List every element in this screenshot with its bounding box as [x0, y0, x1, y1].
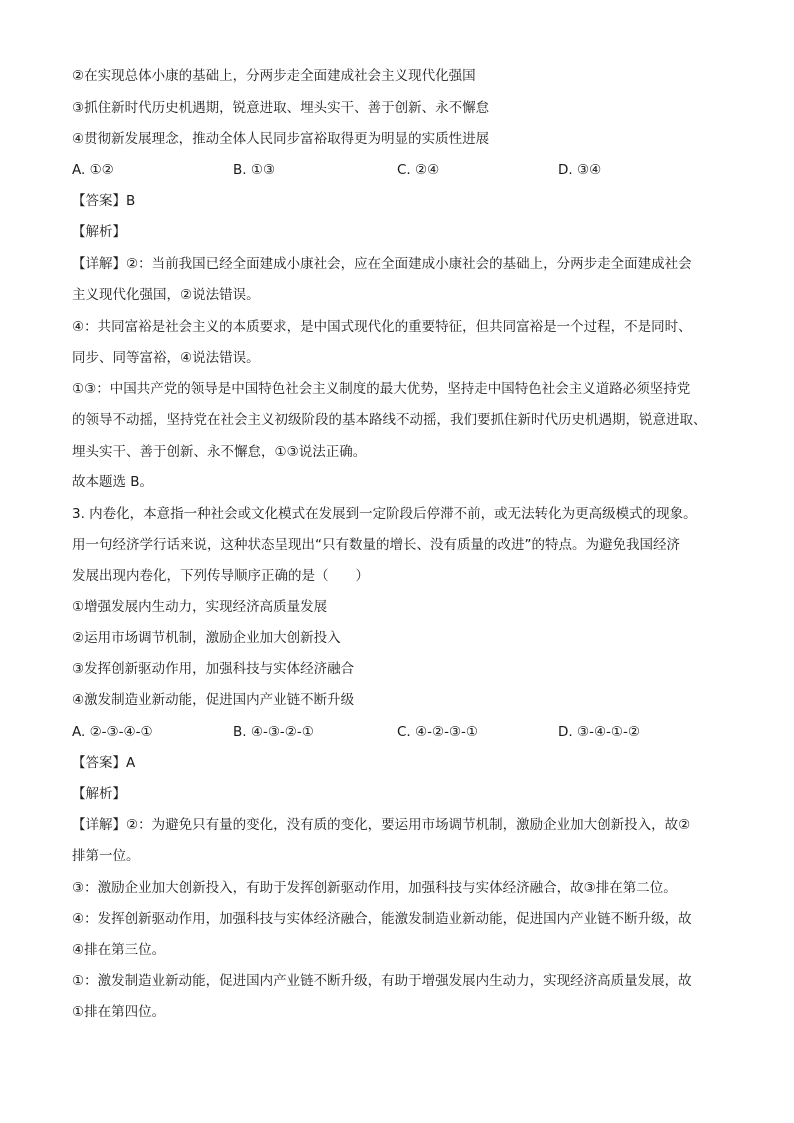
- q2-option-c: C. ②④: [397, 162, 440, 178]
- q2-detail-line: 主义现代化强国，②说法错误。: [72, 287, 260, 303]
- q3-option-a: A. ②-③-④-①: [72, 724, 153, 740]
- q2-detail-line: 同步、同等富裕，④说法错误。: [72, 350, 260, 366]
- q3-detail-line: ①：激发制造业新动能，促进国内产业链不断升级，有助于增强发展内生动力，实现经济高质量发展，故: [72, 973, 692, 989]
- q3-detail-line: ④排在第三位。: [72, 942, 166, 958]
- q3-analysis-heading: 【解析】: [72, 786, 126, 802]
- q3-stem-line: 3. 内卷化，本意指一种社会或文化模式在发展到一定阶段后停滞不前，或无法转化为更高级模式的现象。: [72, 506, 697, 522]
- q2-detail-line: ④：共同富裕是社会主义的本质要求，是中国式现代化的重要特征，但共同富裕是一个过程，不是同时、: [72, 319, 692, 335]
- q2-option-b: B. ①③: [233, 162, 276, 178]
- q3-stem-line: 用一句经济学行话来说，这种状态呈现出“只有数量的增长、没有质量的改进”的特点。为避免我国经济: [72, 537, 680, 553]
- q2-conclusion: 故本题选 B。: [72, 474, 154, 490]
- q3-detail-line: 排第一位。: [72, 848, 140, 864]
- q3-detail-line: ③：激励企业加大创新投入，有助于发挥创新驱动作用，加强科技与实体经济融合，故③排在第二位。: [72, 880, 677, 896]
- q3-statement-1: ①增强发展内生动力，实现经济高质量发展: [72, 599, 328, 615]
- q3-statement-4: ④激发制造业新动能，促进国内产业链不断升级: [72, 692, 355, 708]
- q3-detail-line: ①排在第四位。: [72, 1004, 166, 1020]
- q2-analysis-heading: 【解析】: [72, 224, 126, 240]
- q3-statement-2: ②运用市场调节机制，激励企业加大创新投入: [72, 630, 341, 646]
- q2-option-a: A. ①②: [72, 162, 114, 178]
- q2-statement-3: ③抓住新时代历史机遇期，锐意进取、埋头实干、善于创新、永不懈怠: [72, 100, 490, 116]
- q3-statement-3: ③发挥创新驱动作用，加强科技与实体经济融合: [72, 661, 355, 677]
- q2-detail-line: 【详解】②：当前我国已经全面建成小康社会，应在全面建成小康社会的基础上，分两步走全面建成社会: [72, 256, 692, 272]
- q2-statement-4: ④贯彻新发展理念，推动全体人民同步富裕取得更为明显的实质性进展: [72, 131, 490, 147]
- q2-option-d: D. ③④: [558, 162, 602, 178]
- q3-stem-line: 发展出现内卷化，下列传导顺序正确的是（ ）: [72, 568, 369, 584]
- q3-option-d: D. ③-④-①-②: [558, 724, 641, 740]
- q3-detail-line: 【详解】②：为避免只有量的变化，没有质的变化，要运用市场调节机制，激励企业加大创新投入，故②: [72, 817, 691, 833]
- q3-option-b: B. ④-③-②-①: [233, 724, 314, 740]
- q3-detail-line: ④：发挥创新驱动作用，加强科技与实体经济融合，能激发制造业新动能，促进国内产业链不断升级，故: [72, 911, 692, 927]
- q2-answer: 【答案】B: [72, 193, 136, 209]
- q2-detail-line: 的领导不动摇，坚持党在社会主义初级阶段的基本路线不动摇，我们要抓住新时代历史机遇期，锐意进取、: [72, 412, 707, 428]
- q2-detail-line: 埋头实干、善于创新、永不懈怠，①③说法正确。: [72, 444, 367, 460]
- q2-statement-2: ②在实现总体小康的基础上，分两步走全面建成社会主义现代化强国: [72, 68, 476, 84]
- q3-answer: 【答案】A: [72, 755, 136, 771]
- q3-option-c: C. ④-②-③-①: [397, 724, 479, 740]
- q2-detail-line: ①③：中国共产党的领导是中国特色社会主义制度的最大优势，坚持走中国特色社会主义道路必须坚持党: [72, 381, 691, 397]
